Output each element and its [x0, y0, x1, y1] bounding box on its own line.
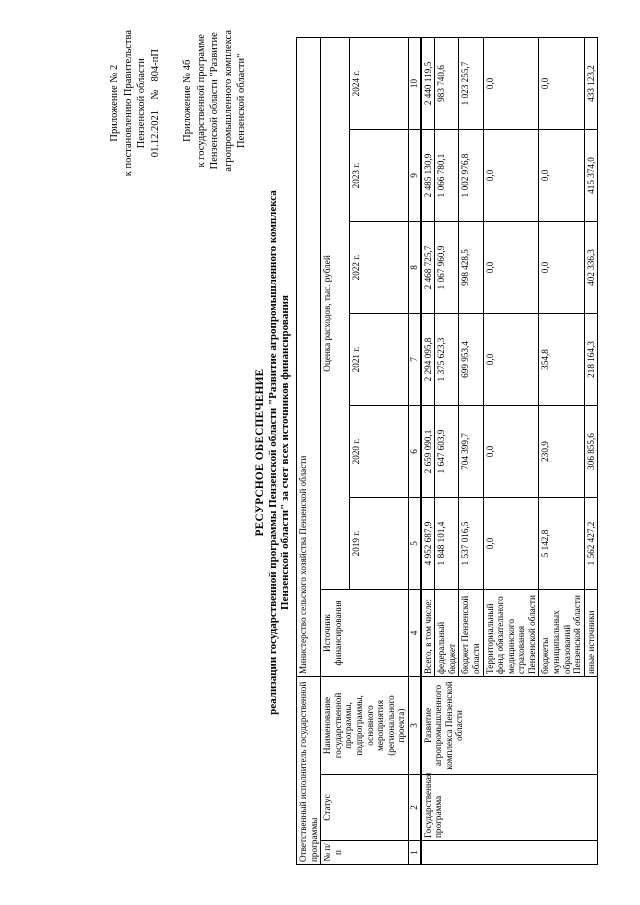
appendix-2-line3: Пензенской области	[136, 58, 147, 149]
resource-table	[296, 37, 598, 865]
value-cell: 1 647 603,9	[435, 405, 459, 497]
title-line2: Пензенской области" за счет всех источников финансирования	[279, 295, 292, 610]
year-header: 2021 г.	[349, 313, 408, 405]
value-cell: 699 953,4	[459, 313, 483, 405]
title-line1: реализации государственной программы Пензенской области "Развитие агропромышленного комплекса	[266, 190, 279, 715]
value-cell: 0,0	[539, 129, 584, 221]
value-cell: 354,8	[539, 313, 584, 405]
responsible-value: Министерство сельского хозяйства Пензенской области	[297, 37, 321, 676]
value-cell: 0,0	[483, 313, 539, 405]
column-index-row	[408, 37, 420, 864]
year-header: 2023 г.	[349, 129, 408, 221]
col-name-header: Наименование государственной программы, подпрограммы, основного мероприятия (регионального проекта)	[321, 676, 409, 774]
appendix-4b-line1: Приложение № 4б	[182, 59, 193, 142]
column-index: 1	[408, 841, 420, 865]
value-cell: 1 375 623,3	[435, 313, 459, 405]
value-cell: 230,9	[539, 405, 584, 497]
value-cell: 415 374,0	[584, 129, 598, 221]
source-cell: иные источники	[584, 589, 598, 676]
value-cell: 2 440 119,5	[421, 37, 435, 129]
value-cell: 0,0	[483, 221, 539, 313]
source-cell: бюджет Пензенской области	[459, 589, 483, 676]
value-cell: 2 659 090,1	[421, 405, 435, 497]
appendix-2-line2: к постановлению Правительства	[122, 30, 134, 177]
appendix-4b-line2: к государственной программе	[195, 34, 207, 168]
column-index: 7	[408, 313, 420, 405]
row-status-cell: Государственная программа	[421, 775, 598, 841]
year-header: 2019 г.	[349, 497, 408, 589]
column-index: 3	[408, 676, 420, 774]
appendix-2-line1: Приложение № 2	[109, 64, 120, 142]
value-cell: 0,0	[483, 129, 539, 221]
value-cell: 402 336,3	[584, 221, 598, 313]
column-index: 5	[408, 497, 420, 589]
col-number-header: № п/п	[321, 841, 409, 865]
title-heading: РЕСУРСНОЕ ОБЕСПЕЧЕНИЕ	[254, 368, 266, 537]
column-index: 9	[408, 129, 420, 221]
source-cell: бюджеты муниципальных образований Пензенской области	[539, 589, 584, 676]
value-cell: 1 562 427,2	[584, 497, 598, 589]
row-number-cell	[421, 841, 598, 865]
value-cell: 0,0	[483, 37, 539, 129]
appendix-4b-line4: агропромышленного комплекса	[222, 30, 234, 172]
row-name-cell: Развитие агропромышленного комплекса Пензенской области	[421, 676, 598, 774]
appendix-4b-line5: Пензенской области"	[236, 53, 247, 148]
document-title	[254, 40, 292, 865]
column-index: 4	[408, 589, 420, 676]
value-cell: 1 002 976,8	[459, 129, 483, 221]
value-cell: 0,0	[483, 405, 539, 497]
value-cell: 1 067 960,9	[435, 221, 459, 313]
value-cell: 1 537 016,5	[459, 497, 483, 589]
col-status-header: Статус	[321, 775, 409, 841]
responsible-label: Ответственный исполнитель государственной программы	[297, 676, 321, 864]
source-cell: федеральный бюджет	[435, 589, 459, 676]
value-cell: 0,0	[483, 497, 539, 589]
value-cell: 306 855,6	[584, 405, 598, 497]
value-cell: 1 066 780,1	[435, 129, 459, 221]
value-cell: 2 485 130,9	[421, 129, 435, 221]
year-header: 2020 г.	[349, 405, 408, 497]
column-index: 8	[408, 221, 420, 313]
value-cell: 0,0	[539, 37, 584, 129]
value-cell: 1 023 255,7	[459, 37, 483, 129]
header-row-1	[321, 37, 350, 864]
column-index: 2	[408, 775, 420, 841]
source-cell: Территориальный фонд обязательного медицинского страхования Пензенской области	[483, 589, 539, 676]
value-cell: 704 399,7	[459, 405, 483, 497]
source-cell: Всего, в том числе:	[421, 589, 435, 676]
value-cell: 2 468 725,7	[421, 221, 435, 313]
col-estimate-header: Оценка расходов, тыс. рублей	[321, 37, 350, 589]
column-index: 10	[408, 37, 420, 129]
appendix-4b-note	[181, 30, 249, 172]
value-cell: 4 952 687,9	[421, 497, 435, 589]
value-cell: 5 142,8	[539, 497, 584, 589]
appendix-2-note	[108, 30, 162, 176]
appendix-4b-line3: Пензенской области "Развитие	[209, 32, 220, 170]
year-header: 2024 г.	[349, 37, 408, 129]
appendix-2-line4: 01.12.2021 № 804-пП	[149, 49, 161, 158]
value-cell: 998 428,5	[459, 221, 483, 313]
value-cell: 2 294 095,8	[421, 313, 435, 405]
year-header: 2022 г.	[349, 221, 408, 313]
value-cell: 983 740,6	[435, 37, 459, 129]
value-cell: 0,0	[539, 221, 584, 313]
value-cell: 218 164,3	[584, 313, 598, 405]
value-cell: 433 123,2	[584, 37, 598, 129]
column-index: 6	[408, 405, 420, 497]
col-source-header: Источник финансирования	[321, 589, 409, 676]
responsible-row	[297, 37, 321, 864]
value-cell: 1 848 101,4	[435, 497, 459, 589]
table-row	[421, 37, 435, 864]
